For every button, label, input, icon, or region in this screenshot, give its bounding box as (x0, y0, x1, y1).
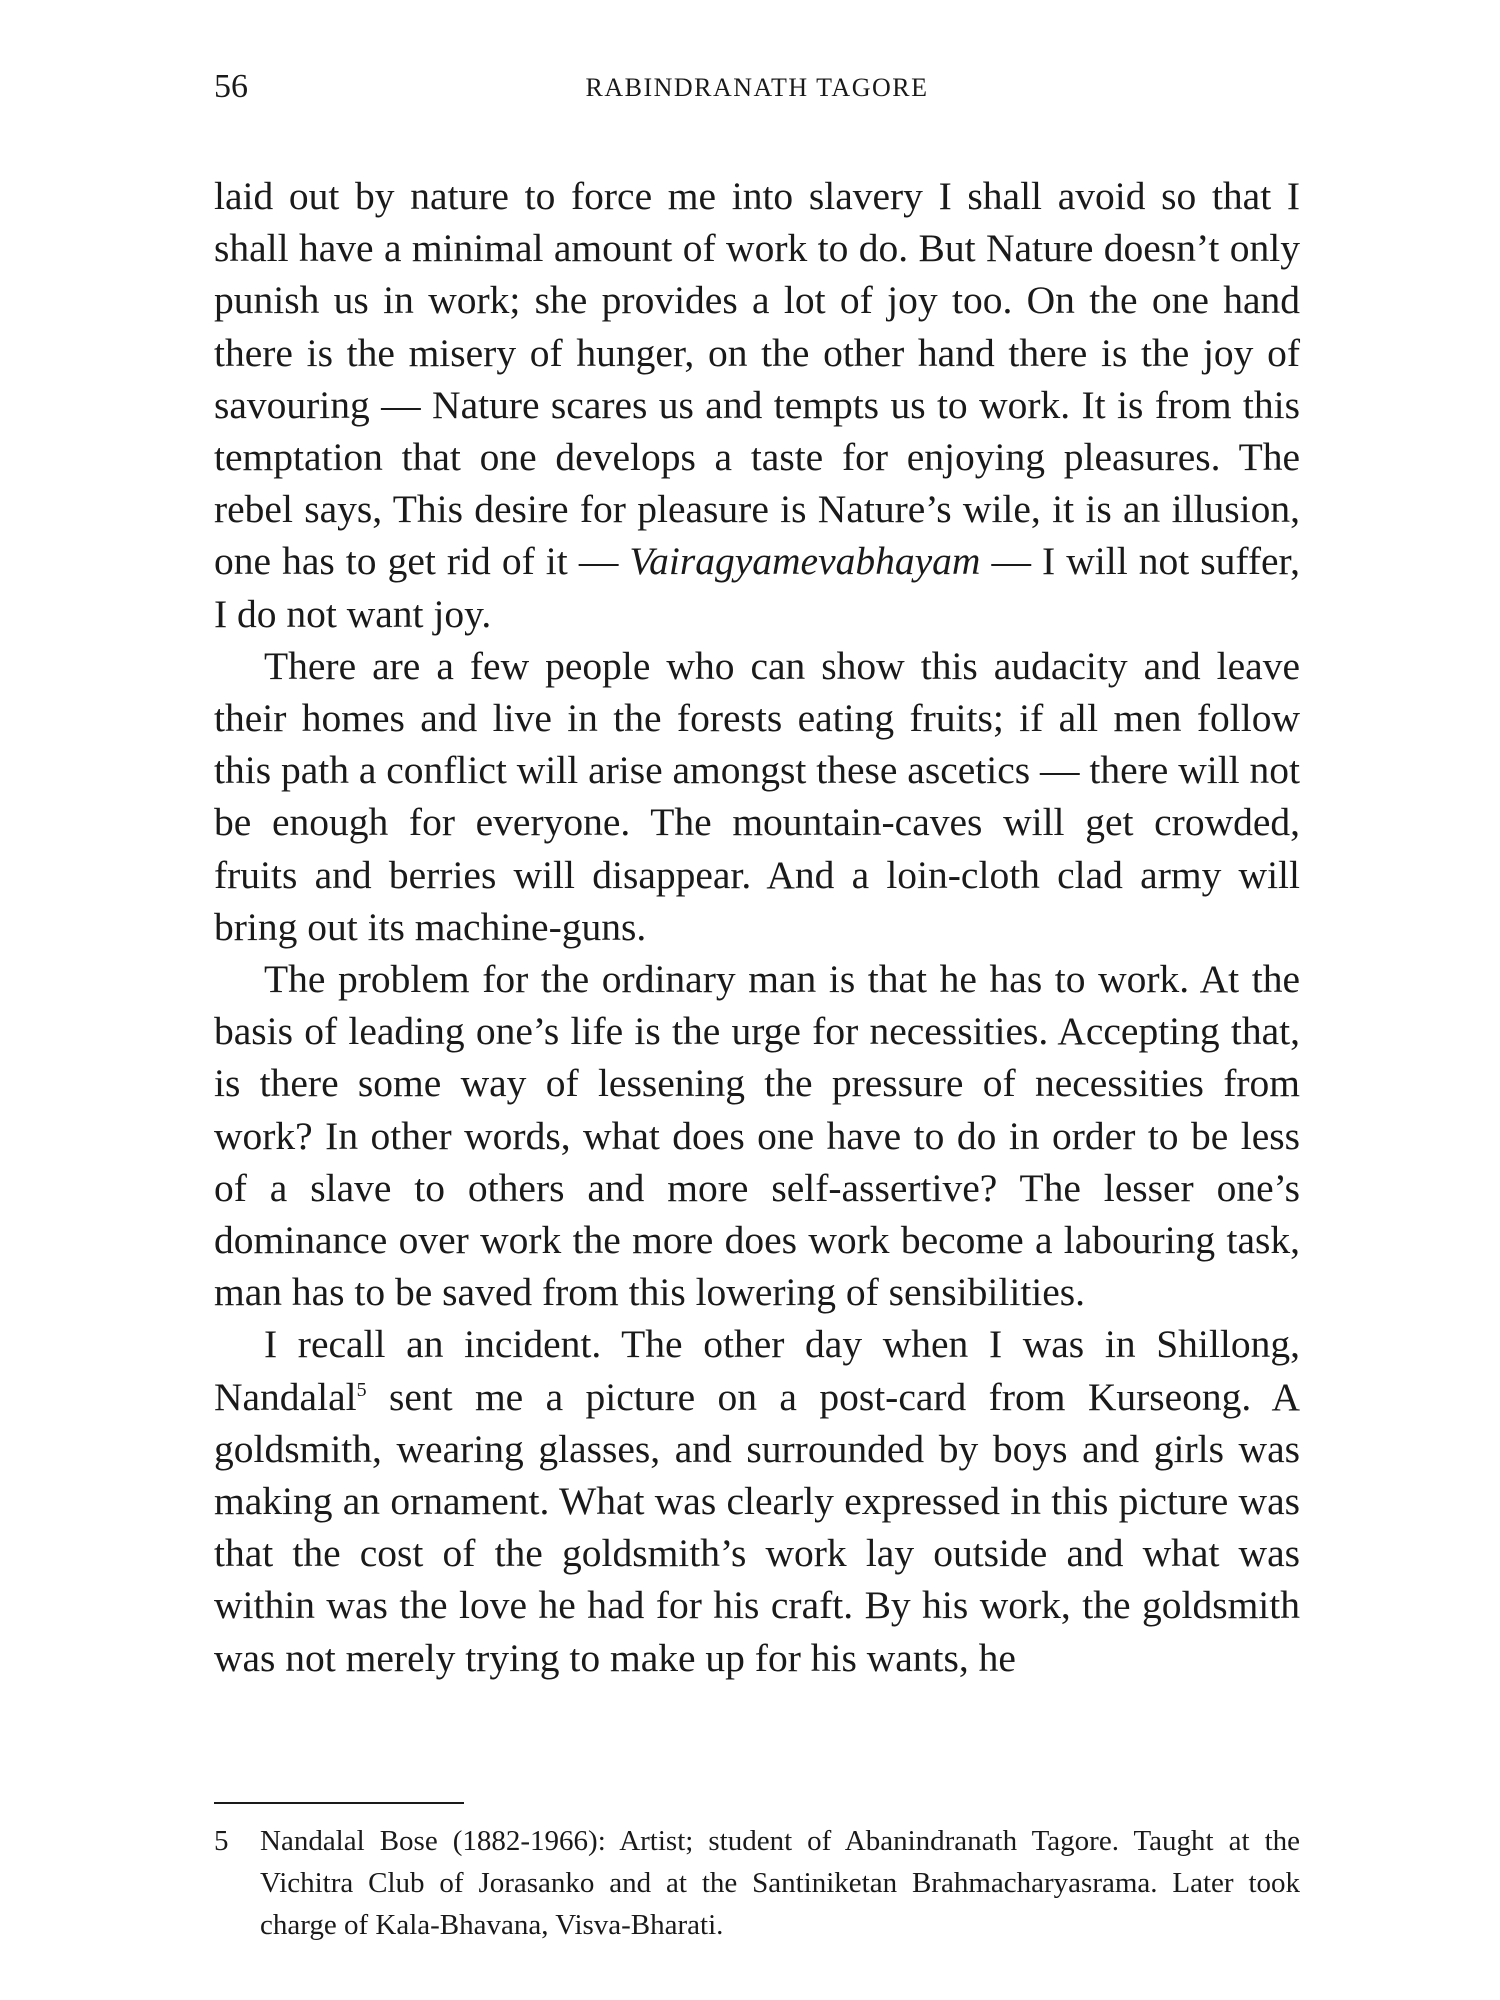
paragraph-4-text-end: sent me a picture on a post-card from Kurseong. A goldsmith, wearing glasses, and surrounded by boys and girls was making an ornament. What was clearly expressed in this picture was that the cost of the goldsmith’s work lay outside and what was within was the love he had for his craft. By his work, the goldsmith was not merely trying to make up for his wants, he (214, 1374, 1300, 1680)
paragraph-2: There are a few people who can show this audacity and leave their homes and live in the forests eating fruits; if all men follow this path a conflict will arise amongst these ascetics — there will not be enough for everyone. The mountain-caves will get crowded, fruits and berries will disappear. And a loin-cloth clad army will bring out its machine-guns. (214, 643, 1300, 949)
footnote (214, 1820, 1300, 1946)
footnote-text: Nandalal Bose (1882-1966): Artist; student of Abanindranath Tagore. Taught at the Vichitra Club of Jorasanko and at the Santiniketan Brahmacharyasrama. Later took charge of Kala-Bhavana, Visva-Bharati. (260, 1825, 1300, 1941)
paragraph-4-text: I recall an incident. The other day when I was in Shillong, Nandalal (214, 1322, 1300, 1419)
footnote-number: 5 (214, 1825, 229, 1857)
footnote-reference[interactable]: 5 (356, 1378, 367, 1401)
footnote-divider (214, 1802, 464, 1804)
page-number: 56 (214, 68, 248, 105)
running-title: RABINDRANATH TAGORE (585, 73, 929, 102)
sanskrit-phrase: Vairagyamevabhayam (629, 539, 981, 584)
running-head (214, 62, 1300, 112)
paragraph-1-text: laid out by nature to force me into slavery I shall avoid so that I shall have a minimal amount of work to do. But Nature doesn’t only punish us in work; she provides a lot of joy too. On the one hand there is the misery of hunger, on the other hand there is the joy of savouring — Nature scares us and tempts us to work. It is from this temptation that one develops a taste for enjoying pleasures. The rebel says, This desire for pleasure is Nature’s wile, it is an illusion, one has to get rid of it — (214, 174, 1300, 584)
paragraph-3: The problem for the ordinary man is that he has to work. At the basis of leading one’s life is the urge for necessities. Accepting that, is there some way of lessening the pressure of necessities from work? In other words, what does one have to do in order to be less of a slave to others and more self-assertive? The lesser one’s dominance over work the more does work become a labouring task, man has to be saved from this lowering of sensibilities. (214, 957, 1300, 1315)
paragraph-1 (214, 170, 1300, 640)
paragraph-4 (214, 1318, 1300, 1683)
body-text (214, 170, 1300, 1684)
paragraph-1-text-end: — I will not suffer, I do not want joy. (214, 539, 1300, 636)
